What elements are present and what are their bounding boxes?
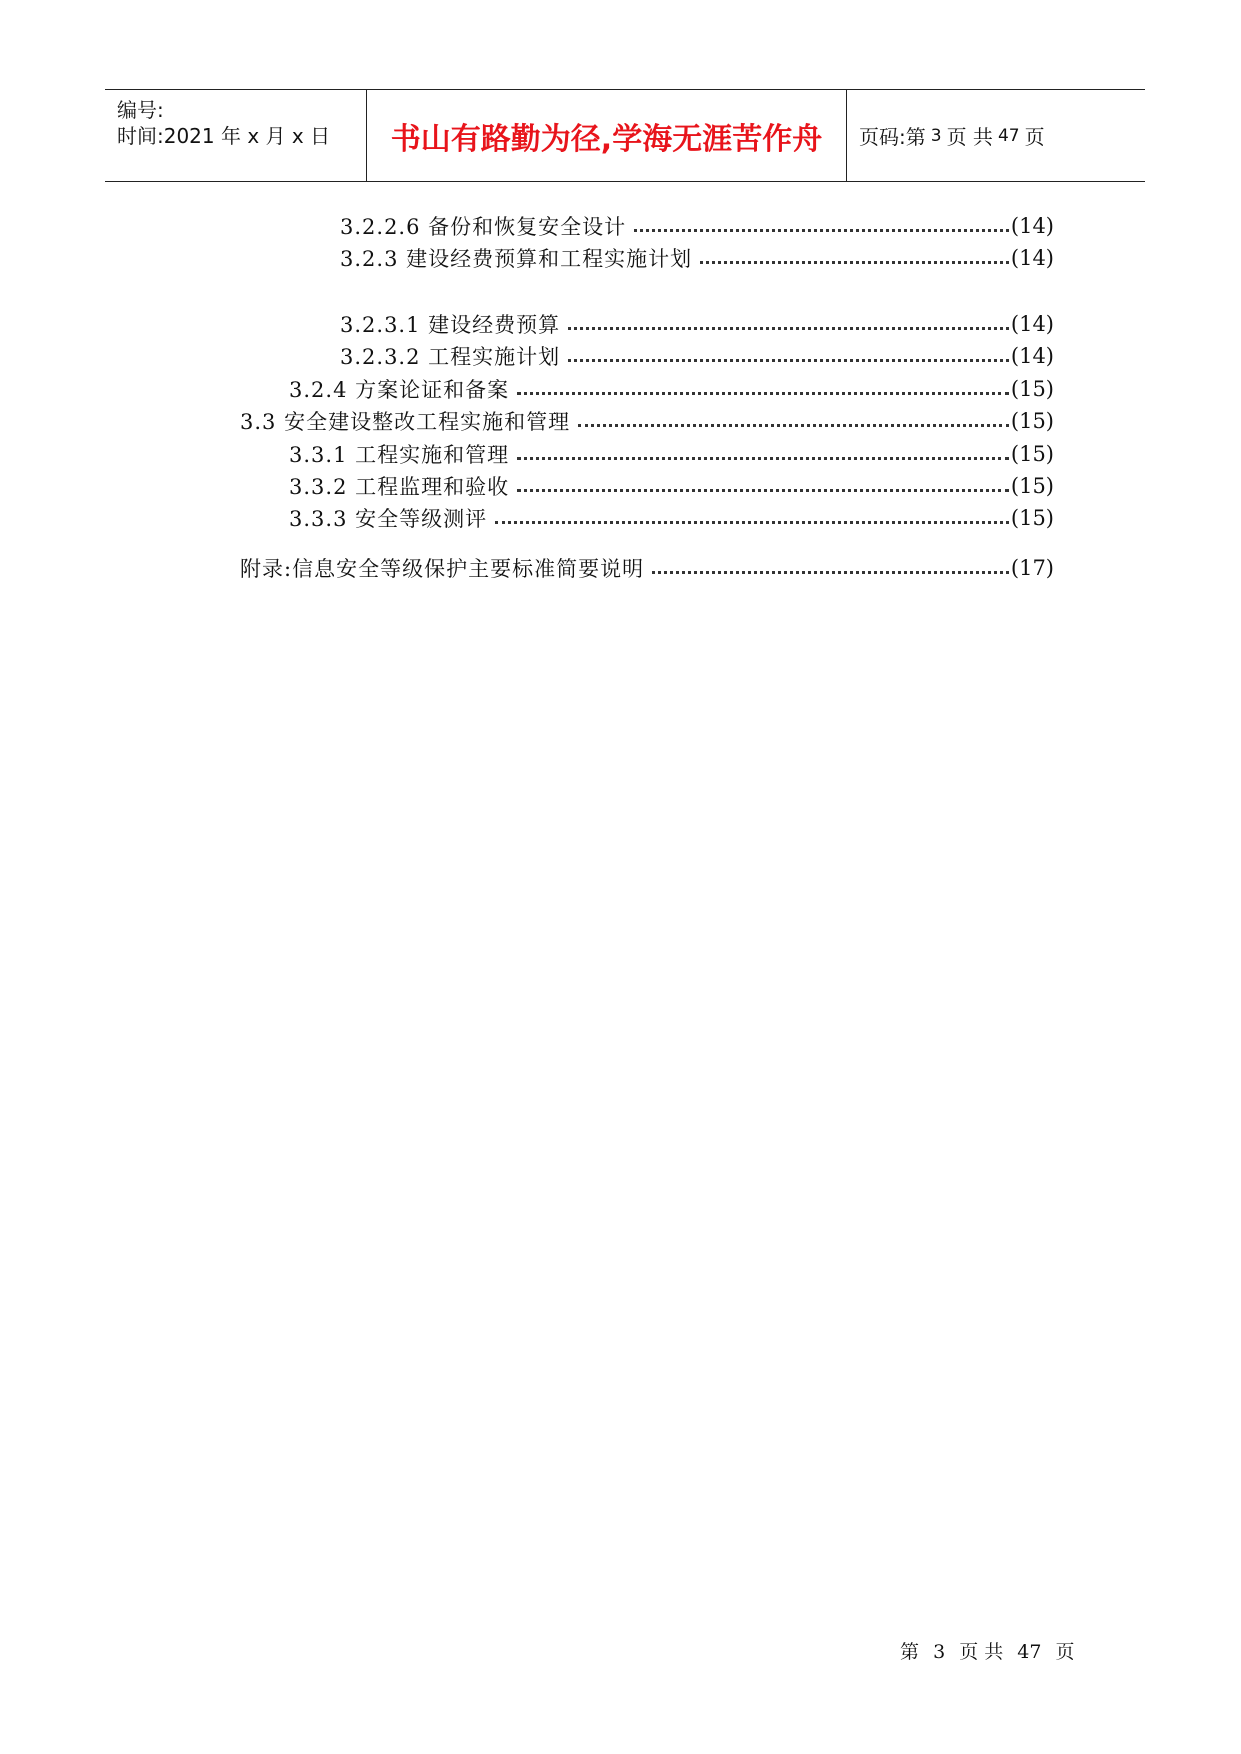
header-page-current: 3 <box>930 125 942 146</box>
toc-entry[interactable] <box>340 309 1054 339</box>
toc-entry-label: 3.2.3.1 建设经费预算 <box>340 313 561 337</box>
toc-entry[interactable] <box>289 439 1054 469</box>
toc-leader-dots <box>578 411 1009 432</box>
toc-entry-page: (15) <box>1010 409 1054 433</box>
toc-entry-label: 3.3.2 工程监理和验收 <box>289 475 510 499</box>
toc-entry-page: (17) <box>1010 556 1054 580</box>
footer-suffix: 页 <box>1055 1641 1075 1663</box>
toc-entry[interactable] <box>289 503 1054 533</box>
header-page-total: 47 <box>997 125 1020 146</box>
page-footer <box>900 1637 1083 1664</box>
header-page-mid: 页 共 <box>946 125 993 149</box>
toc-entry[interactable] <box>340 211 1054 241</box>
toc-entry[interactable] <box>240 406 1054 436</box>
page-header <box>105 89 1145 182</box>
toc-entry-label: 3.2.3.2 工程实施计划 <box>340 345 561 369</box>
toc-entry-page: (14) <box>1010 344 1054 368</box>
toc-leader-dots <box>495 508 1009 529</box>
header-page-suffix: 页 <box>1024 125 1045 149</box>
toc-entry-label: 3.2.3 建设经费预算和工程实施计划 <box>340 247 693 271</box>
toc-entry[interactable] <box>340 243 1054 273</box>
footer-page-total: 47 <box>1017 1641 1042 1663</box>
toc-entry-page: (14) <box>1010 312 1054 336</box>
toc-entry[interactable] <box>240 553 1054 583</box>
document-code-label: 编号: <box>117 98 164 122</box>
toc-leader-dots <box>517 379 1009 400</box>
header-page-prefix: 页码:第 <box>859 125 926 149</box>
toc-leader-dots <box>517 476 1009 497</box>
toc-entry[interactable] <box>289 374 1054 404</box>
toc-leader-dots <box>517 444 1009 465</box>
toc-entry-label: 3.3.3 安全等级测评 <box>289 507 488 531</box>
toc-entry-label: 3.3 安全建设整改工程实施和管理 <box>240 410 571 434</box>
toc-entry[interactable] <box>340 341 1054 371</box>
toc-entry-label: 3.2.4 方案论证和备案 <box>289 378 510 402</box>
toc-leader-dots <box>634 216 1009 237</box>
toc-entry-label: 3.2.2.6 备份和恢复安全设计 <box>340 215 627 239</box>
toc-entry-label: 附录:信息安全等级保护主要标准简要说明 <box>240 557 645 581</box>
toc-entry-label: 3.3.1 工程实施和管理 <box>289 443 510 467</box>
toc-entry-page: (14) <box>1010 214 1054 238</box>
toc-entry-page: (15) <box>1010 506 1054 530</box>
toc-entry-page: (15) <box>1010 377 1054 401</box>
footer-mid: 页 共 <box>959 1641 1004 1663</box>
header-meta-cell <box>105 90 367 181</box>
toc-entry-page: (15) <box>1010 474 1054 498</box>
toc-entry-page: (15) <box>1010 442 1054 466</box>
toc-leader-dots <box>652 558 1009 579</box>
toc-leader-dots <box>568 314 1009 335</box>
footer-prefix: 第 <box>900 1641 920 1663</box>
document-date: 时间:2021 年 x 月 x 日 <box>117 124 331 148</box>
toc-entry-page: (14) <box>1010 246 1054 270</box>
header-page-number <box>847 90 1145 181</box>
toc-entry[interactable] <box>289 471 1054 501</box>
toc-leader-dots <box>700 248 1009 269</box>
toc-leader-dots <box>568 346 1009 367</box>
footer-page-current: 3 <box>933 1641 946 1663</box>
header-motto: 书山有路勤为径,学海无涯苦作舟 <box>367 90 847 181</box>
